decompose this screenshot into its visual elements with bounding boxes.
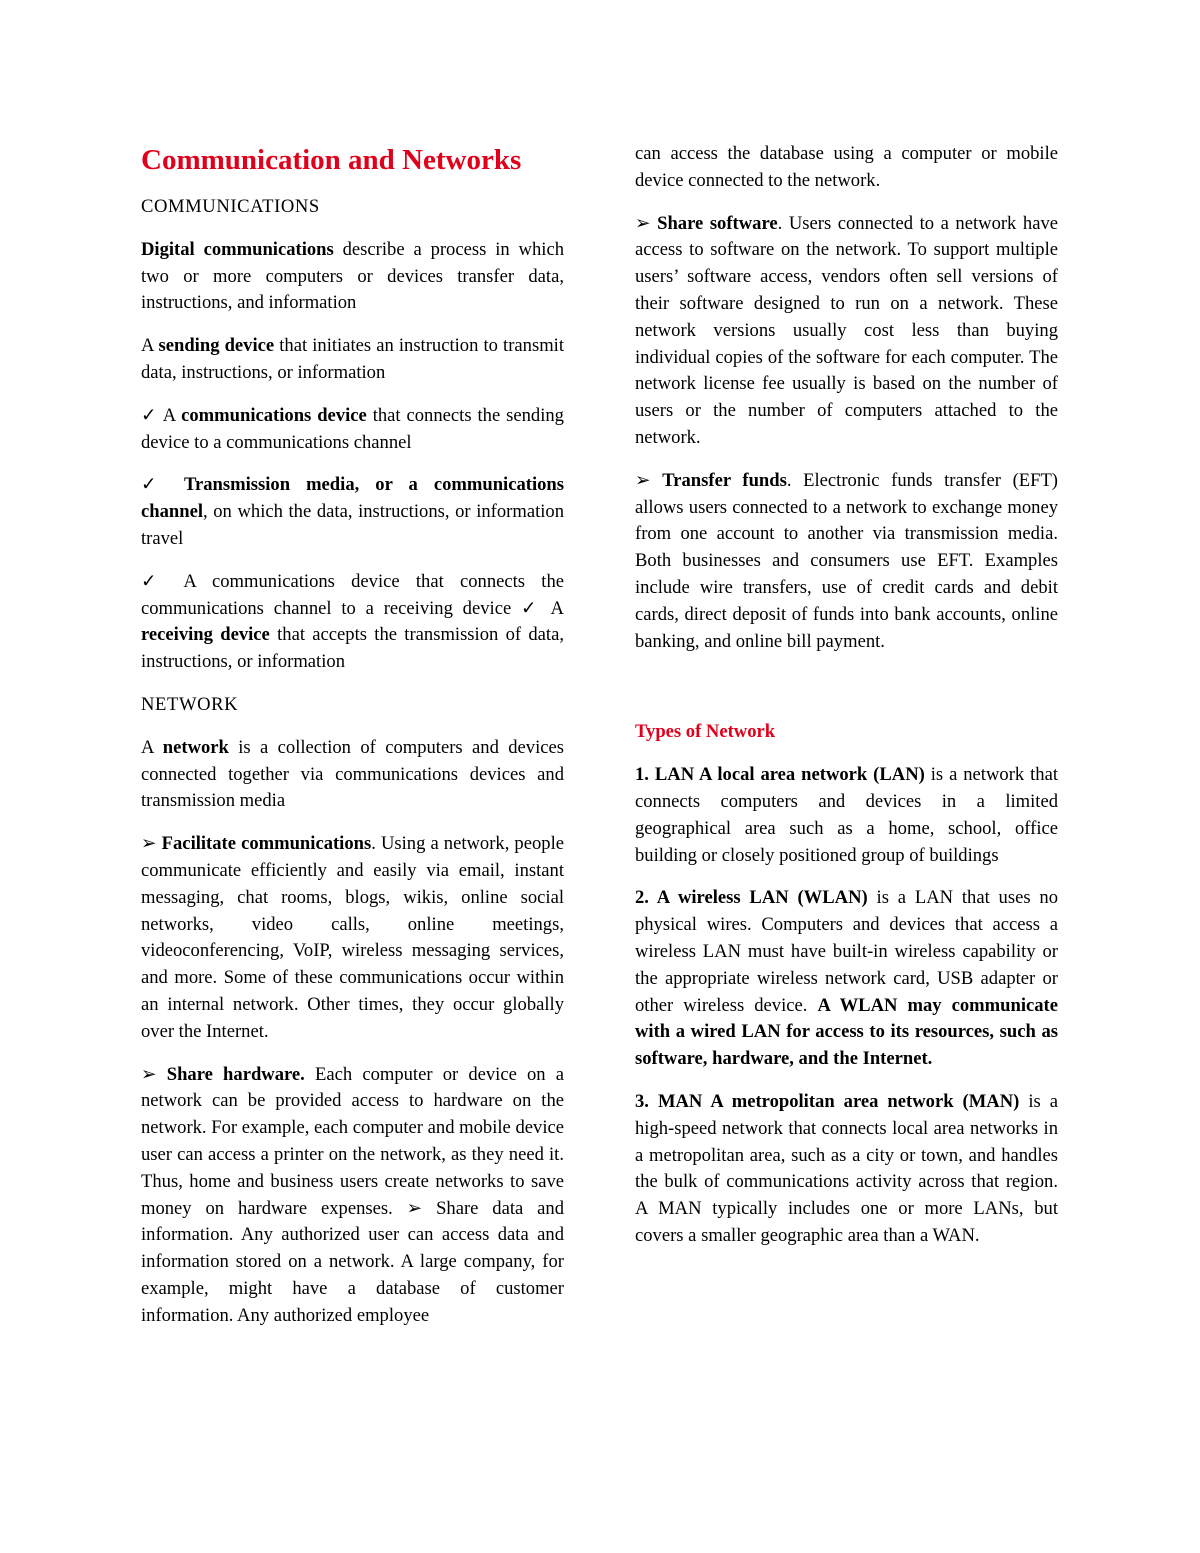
transmission-media-paragraph: ✓ Transmission media, or a communications channel, on which the data, instructions, or information travel (141, 474, 564, 549)
page-title: Communication and Networks (141, 144, 522, 176)
facilitate-communications-paragraph: ➢ Facilitate communications. Using a network, people communicate efficiently and easily via email, instant messaging, chat rooms, blogs, wikis, online social networks, video calls, online meetings, videoconferencing, VoIP, wireless messaging services, and more. Some of these communications occur within an internal network. Other times, they occur globally over the Internet. (141, 833, 564, 1042)
sending-device-paragraph: A sending device that initiates an instruction to transmit data, instructions, or information (141, 335, 564, 383)
types-of-network-heading: Types of Network (635, 721, 776, 743)
right-column (635, 141, 1058, 1266)
continued-paragraph: can access the database using a computer or mobile device connected to the network. (635, 143, 1058, 191)
communications-heading: COMMUNICATIONS (141, 196, 320, 217)
left-column (141, 140, 564, 1345)
share-hardware-paragraph: ➢ Share hardware. Each computer or device on a network can be provided access to hardware on the network. For example, each computer and mobile device user can access a printer on the network, as they need it. Thus, home and business users create networks to save money on hardware expenses. ➢ Share data and information. Any authorized user can access data and information stored on a network. A large company, for example, might have a database of customer information. Any authorized employee (141, 1063, 565, 1326)
transfer-funds-paragraph: ➢ Transfer funds. Electronic funds transfer (EFT) allows users connected to a network to exchange money from one account to another via transmission media. Both businesses and consumers use EFT. Examples include wire transfers, use of credit cards and debit cards, direct deposit of funds into bank accounts, online banking, and online bill payment. (635, 469, 1059, 652)
receiving-device-paragraph: ✓ A communications device that connects the communications channel to a receiving device ✓ A receiving device that accepts the transmission of data, instructions, or information (141, 570, 565, 673)
communications-device-paragraph: ✓ A communications device that connects the sending device to a communications channel (141, 404, 564, 453)
man-paragraph: 3. MAN A metropolitan area network (MAN) is a high-speed network that connects local area networks in a metropolitan area, such as a city or town, and handles the bulk of communications activity across that region. A MAN typically includes one or more LANs, but covers a smaller geographic area than a WAN. (635, 1090, 1058, 1246)
lan-paragraph: 1. LAN A local area network (LAN) is a network that connects computers and devices in a limited geographical area such as a home, school, office building or closely positioned group of buildings (635, 764, 1058, 866)
network-definition-paragraph: A network is a collection of computers and devices connected together via communications devices and transmission media (141, 736, 564, 812)
digital-communications-paragraph: Digital communications describe a process in which two or more computers or devices transfer data, instructions, and information (141, 238, 564, 314)
wlan-paragraph: 2. A wireless LAN (WLAN) is a LAN that uses no physical wires. Computers and devices that access a wireless LAN must have built-in wireless capability or the appropriate wireless network card, USB adapter or other wireless device. A WLAN may communicate with a wired LAN for access to its resources, such as software, hardware, and the Internet. (635, 887, 1058, 1070)
network-heading: NETWORK (141, 693, 239, 715)
share-software-paragraph: ➢ Share software. Users connected to a network have access to software on the network. To support multiple users’ software access, vendors often sell versions of their software designed to run on a network. These network versions usually cost less than buying individual copies of the software for each computer. The network license fee usually is based on the number of users or the number of computers attached to the network. (635, 212, 1058, 448)
